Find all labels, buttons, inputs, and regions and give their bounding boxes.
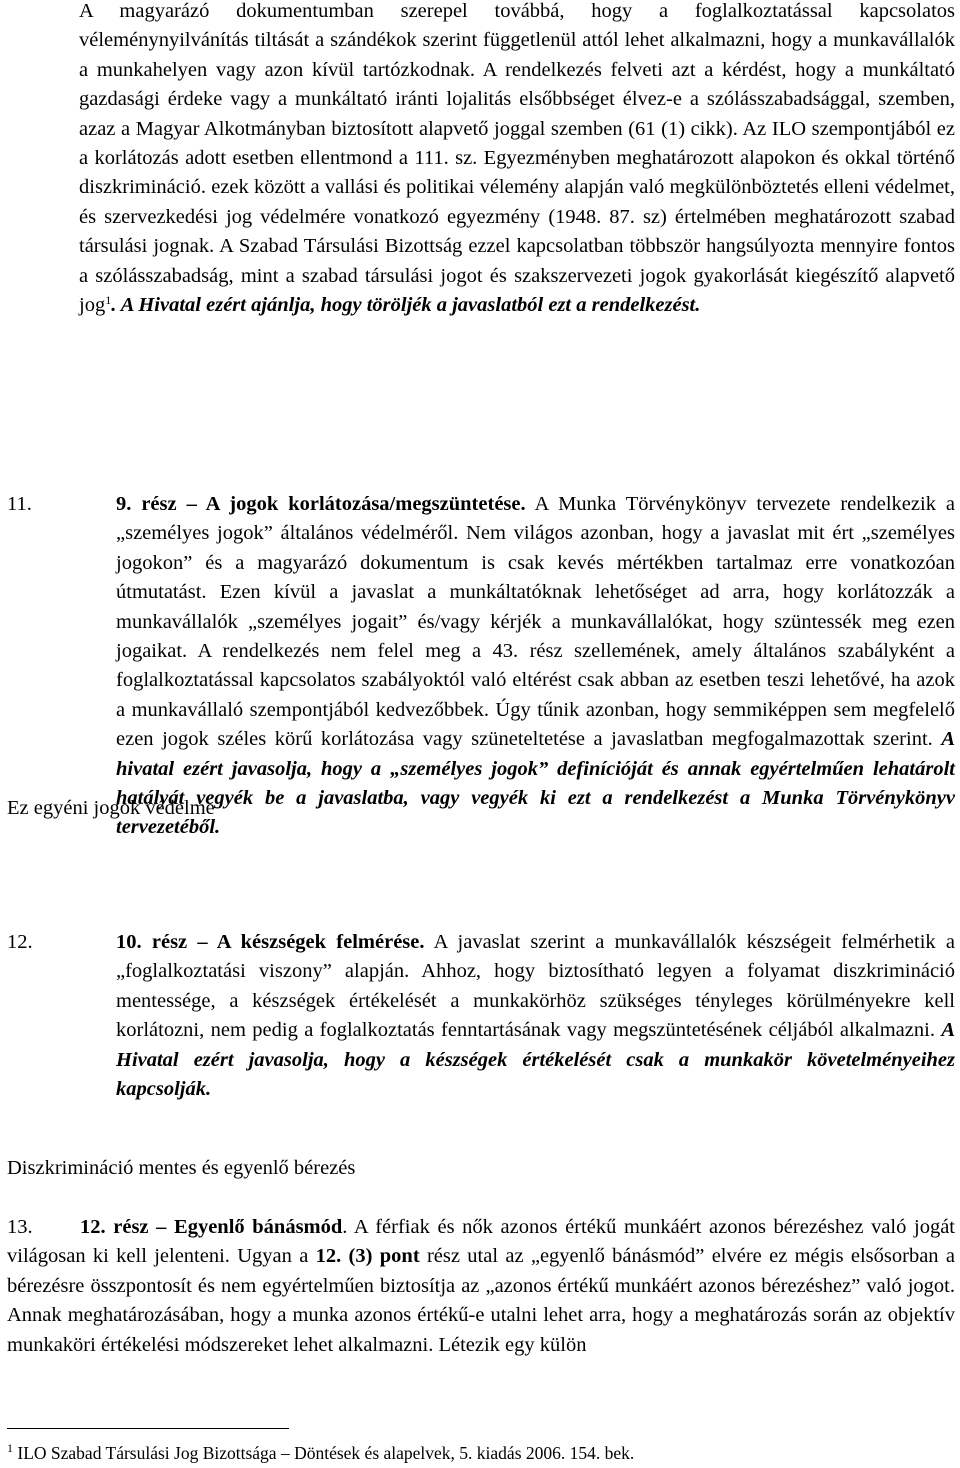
item-number: 11. <box>7 493 32 515</box>
numbered-item-13 <box>7 1213 955 1360</box>
paragraph-top <box>79 0 955 320</box>
section-heading-equal-pay: Diszkrimináció mentes és egyenlő bérezés <box>7 1157 356 1179</box>
item-recommendation: A Hivatal ezért javasolja, hogy a készségek értékelését csak a munkakör követelményeihez kapcsolják. <box>116 1019 955 1101</box>
footnote-text: ILO Szabad Társulási Jog Bizottsága – Döntések és alapelvek, 5. kiadás 2006. 154. bek. <box>13 1443 635 1463</box>
item-text-b: rész utal az „egyenlő bánásmód” elvére ez mégis elsősorban a bérezésre összpontosít és nem egyértelműen biztosítja az „azonos értékű munkáért azonos bérezéshez” való jogot. Annak meghatározásában, hogy a munka azonos értékű-e utalni lehet arra, hogy a meghatározás során az objektív munkaköri értékelési módszereket lehet alkalmazni. Létezik egy külön <box>7 1245 955 1356</box>
item-recommendation: A hivatal ezért javasolja, hogy a „személyes jogok” definícióját és annak egyértelműen lehatárolt hatályát vegyék be a javaslatba, vagy vegyék ki ezt a rendelkezést a Munka Törvénykönyv tervezetéből. <box>116 728 955 839</box>
item-number: 13. <box>7 1216 33 1238</box>
footnote <box>7 1441 634 1465</box>
item-text: A javaslat szerint a munkavállalók készségeit felmérhetik a „foglalkoztatási viszony” alapján. Ahhoz, hogy biztosítható legyen a folyamat diszkrimináció mentessége, a készségek értékelését a munkakörhöz szükséges tényleges körülményekre kell korlátozni, nem pedig a foglalkoztatás fenntartásának vagy megszüntetésének céljából alkalmazni. <box>116 931 955 1042</box>
item-text: A Munka Törvénykönyv tervezete rendelkezik a „személyes jogok” általános védelméről. Nem világos azonban, hogy a javaslat mit ért „személyes jogokon” és a magyarázó dokumentum is csak kevés mértékben tartalmaz erre vonatkozóan útmutatást. Ezen kívül a javaslat a munkáltatóknak lehetőséget ad arra, hogy korlátozzák a munkavállalók „személyes jogait” és/vagy kérjék a munkavállalókat, hogy szüntessék meg ezen jogaikat. A rendelkezés nem felel meg a 43. rész szellemének, amely általános szabályként a foglalkoztatással kapcsolatos szabályoktól való eltérést csak abban az esetben teszi lehetővé, ha azok a munkavállaló szempontjából kedvezőbbek. Úgy tűnik azonban, hogy semmiképpen sem megfelelő ezen jogok széles körű korlátozása vagy szüneteltetése a javaslatban megfogalmazottak szerint. <box>116 493 955 751</box>
footnote-mark: 1 <box>7 1441 13 1455</box>
item-title: 12. rész – Egyenlő bánásmód <box>80 1216 343 1238</box>
item-title: 10. rész – A készségek felmérése. <box>116 931 425 953</box>
item-body <box>116 928 955 1104</box>
footnote-separator <box>7 1428 289 1429</box>
item-bold-reference: 12. (3) pont <box>315 1245 420 1268</box>
footnote-reference[interactable]: 1 <box>105 293 112 308</box>
item-body <box>116 490 955 843</box>
paragraph-top-text: A magyarázó dokumentumban szerepel továbbá, hogy a foglalkoztatással kapcsolatos véleménynyilvánítás tiltását a szándékok szerint függetlenül attól lehet alkalmazni, hogy a munkavállalók a munkahelyen vagy azon kívül tartózkodnak. A rendelkezés felveti azt a kérdést, hogy a munkáltató gazdasági érdeke vagy a munkáltató iránti lojalitás elsőbbséget élvez-e a szólásszabadsággal, szemben, azaz a Magyar Alkotmányban biztosított alapvető joggal szemben (61 (1) cikk). Az ILO szempontjából ez a korlátozás adott esetben ellentmond a 111. sz. Egyezményben meghatározott alapokon és okkal történő diszkrimináció. ezek között a vallási és politikai vélemény alapján való megkülönböztetés elleni védelmet, és szervezkedési jog védelmére vonatkozó egyezmény (1948. 87. sz) értelmében meghatározott szabad társulási jognak. A Szabad Társulási Bizottság ezzel kapcsolatban többször hangsúlyozta mennyire fontos a szólásszabadság, mint a szabad társulási jogot és szakszervezeti jogok gyakorlását kiegészítő alapvető jog <box>79 0 955 317</box>
recommendation-text: . A Hivatal ezért ajánlja, hogy töröljék a javaslatból ezt a rendelkezést. <box>111 294 701 317</box>
item-text-a: . A férfiak és nők azonos értékű munkáért azonos bérezéshez való jogát világosan ki kell jelenteni. Ugyan a <box>7 1216 955 1268</box>
item-number: 12. <box>7 931 33 953</box>
section-heading-individual-rights: Ez egyéni jogok védelme <box>7 797 215 819</box>
item-title: 9. rész – A jogok korlátozása/megszüntetése. <box>116 493 526 515</box>
